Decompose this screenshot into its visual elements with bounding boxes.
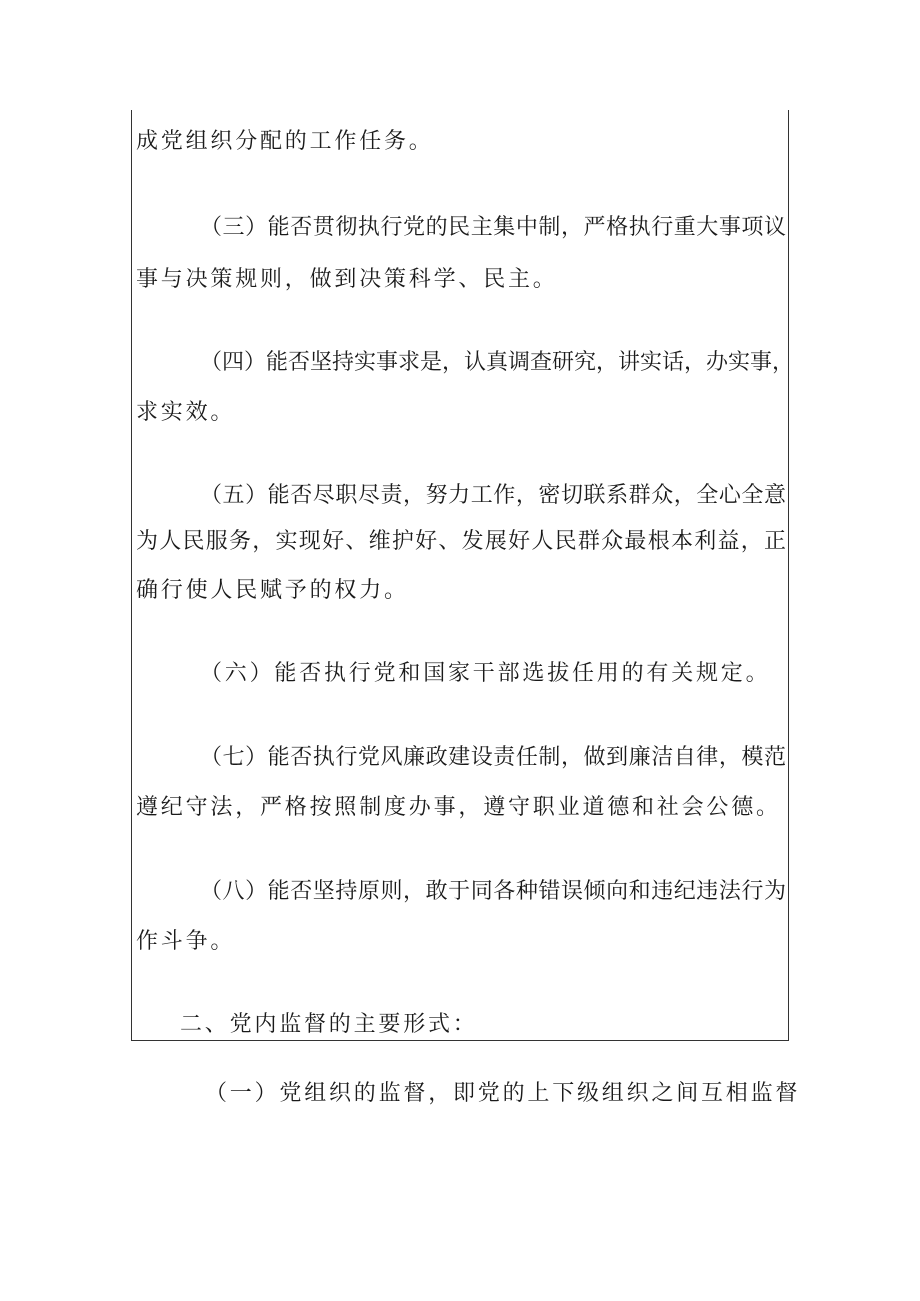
paragraph-line: 确行使人民赋予的权力。 — [136, 578, 409, 603]
paragraph-line: （四）能否坚持实事求是，认真调查研究，讲实话，办实事， — [200, 350, 795, 375]
paragraph-line: （三）能否贯彻执行党的民主集中制，严格执行重大事项议 — [200, 215, 786, 240]
paragraph-line: （六）能否执行党和国家干部选拔任用的有关规定。 — [200, 661, 771, 686]
paragraph-line: 事与决策规则，做到决策科学、民主。 — [136, 267, 558, 292]
paragraph-line: （七）能否执行党风廉政建设责任制，做到廉洁自律，模范 — [200, 745, 786, 770]
paragraph-line: 成党组织分配的工作任务。 — [136, 129, 434, 154]
paragraph-line: （八）能否坚持原则，敢于同各种错误倾向和违纪违法行为 — [200, 879, 786, 904]
paragraph-line: （一）党组织的监督，即党的上下级组织之间互相监督 — [205, 1081, 801, 1106]
paragraph-line: 求实效。 — [136, 400, 236, 425]
paragraph-line: 为人民服务，实现好、维护好、发展好人民群众最根本利益，正 — [136, 529, 786, 554]
paragraph-line: 遵纪守法，严格按照制度办事，遵守职业道德和社会公德。 — [136, 795, 781, 820]
paragraph-line: 作斗争。 — [136, 929, 236, 954]
section-heading: 二、党内监督的主要形式： — [180, 1012, 478, 1037]
paragraph-line: （五）能否尽职尽责，努力工作，密切联系群众，全心全意 — [200, 483, 786, 508]
